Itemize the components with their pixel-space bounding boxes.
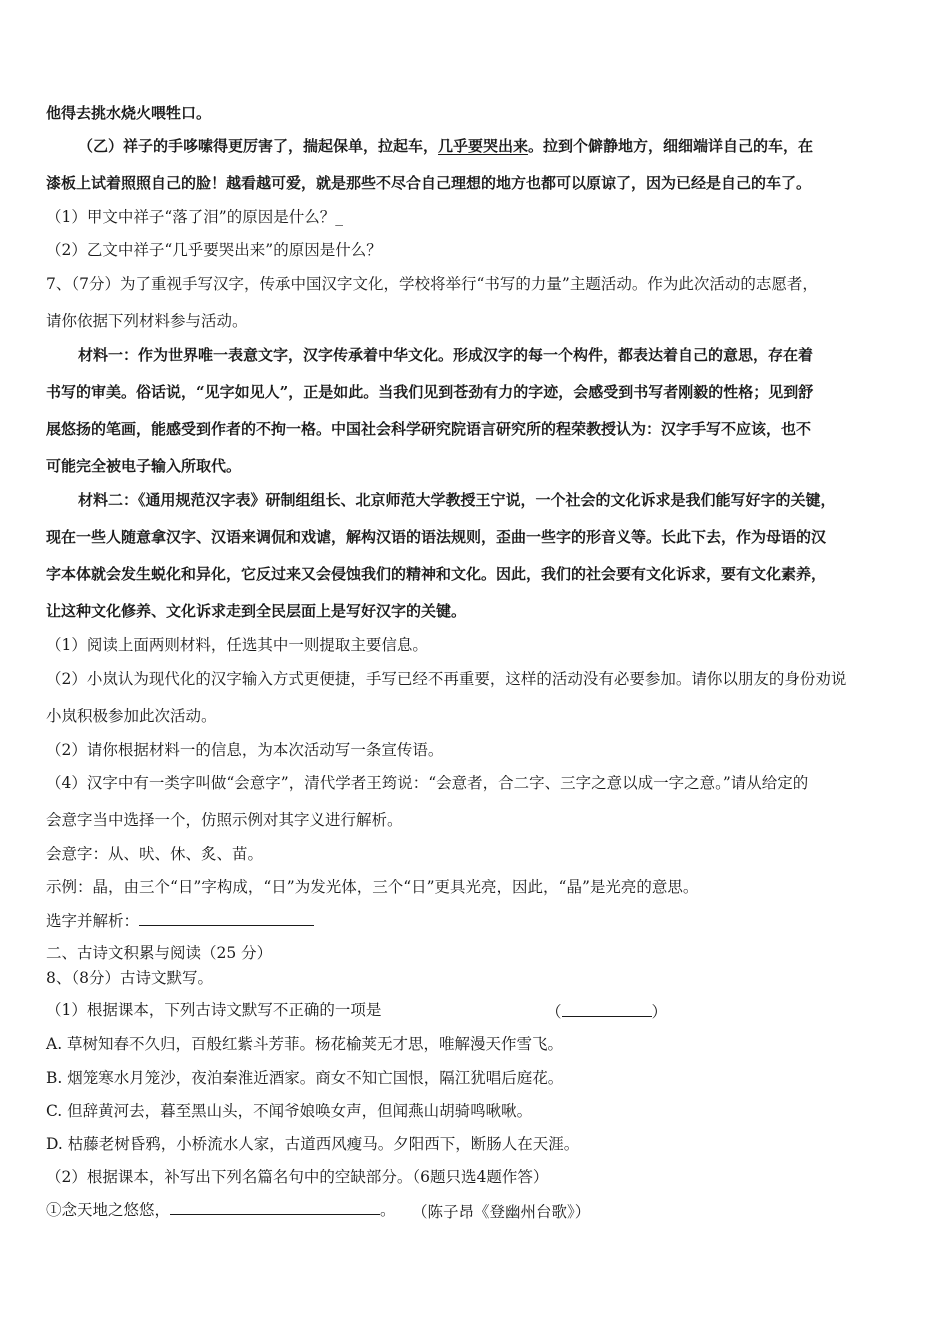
example-text: 示例：晶，由三个“日”字构成，“日”为发光体，三个“日”更具光亮，因此，“晶”是光亮的意思。 bbox=[46, 878, 699, 896]
material-2-line: 让这种文化修养、文化诉求走到全民层面上是写好汉字的关键。 bbox=[46, 602, 467, 620]
question-1: （1）甲文中祥子“落了泪”的原因是什么？_ bbox=[46, 208, 343, 226]
pick-label: 选字并解析： bbox=[46, 912, 140, 930]
material-2-line: 材料二：《通用规范汉字表》研制组组长、北京师范大学教授王宁说，一个社会的文化诉求是我们能写好字的关键， bbox=[78, 491, 836, 509]
material-1-line: 材料一：作为世界唯一表意文字，汉字传承着中华文化。形成汉字的每一个构件，都表达着自己的意思，存在着 bbox=[78, 346, 814, 364]
material-1-line: 可能完全被电子输入所取代。 bbox=[46, 457, 242, 475]
sub-question-4-line-1: （4）汉字中有一类字叫做“会意字”，清代学者王筠说：“会意者，合二字、三字之意以成一字之意。”请从给定的 bbox=[46, 774, 809, 792]
sub-question-1: （1）阅读上面两则材料，任选其中一则提取主要信息。 bbox=[46, 636, 428, 654]
text-segment: 。拉到个僻静地方，细细端详自己的车，在 bbox=[528, 137, 814, 155]
text-line: 他得去挑水烧火喂牲口。 bbox=[46, 104, 212, 122]
answer-blank[interactable] bbox=[170, 1200, 380, 1215]
sub-question-4-line-2: 会意字当中选择一个，仿照示例对其字义进行解析。 bbox=[46, 811, 403, 829]
answer-parentheses bbox=[546, 1000, 667, 1022]
question-7-line-2: 请你依据下列材料参与活动。 bbox=[46, 312, 248, 330]
material-1-line: 展悠扬的笔画，能感受到作者的不拘一格。中国社会科学研究院语言研究所的程荣教授认为：汉字手写不应该，也不 bbox=[46, 420, 812, 438]
option-d: D. 枯藤老树昏鸦，小桥流水人家，古道西风瘦马。夕阳西下，断肠人在天涯。 bbox=[46, 1135, 580, 1153]
sub-question-2-line-1: （2）小岚认为现代化的汉字输入方式更便捷，手写已经不再重要，这样的活动没有必要参加。请你以朋友的身份劝说 bbox=[46, 670, 847, 688]
fill-line-1 bbox=[46, 1200, 396, 1220]
question-7-line-1: 7、（7分）为了重视手写汉字，传承中国汉字文化，学校将举行“书写的力量”主题活动。作为此次活动的志愿者， bbox=[46, 275, 818, 293]
sub-question-3: （2）请你根据材料一的信息，为本次活动写一条宣传语。 bbox=[46, 741, 444, 759]
section-heading: 二、古诗文积累与阅读（25 分） bbox=[46, 944, 273, 962]
material-2-line: 字本体就会发生蜕化和异化，它反过来又会侵蚀我们的精神和文化。因此，我们的社会要有文化诉求，要有文化素养， bbox=[46, 565, 827, 583]
text-line bbox=[78, 136, 813, 156]
sub-question-2-line-2: 小岚积极参加此次活动。 bbox=[46, 707, 217, 725]
option-c: C. 但辞黄河去，暮至黑山头，不闻爷娘唤女声，但闻燕山胡骑鸣啾啾。 bbox=[46, 1102, 533, 1120]
paren-left: （ bbox=[546, 1003, 562, 1021]
question-2: （2）乙文中祥子“几乎要哭出来”的原因是什么？ bbox=[46, 241, 382, 259]
question-8-2: （2）根据课本，补写出下列名篇名句中的空缺部分。（6题只选4题作答） bbox=[46, 1168, 549, 1186]
paren-right: ） bbox=[651, 1003, 668, 1021]
underlined-phrase: 几乎要哭出来 bbox=[438, 137, 529, 155]
material-2-line: 现在一些人随意拿汉字、汉语来调侃和戏谑，解构汉语的语法规则，歪曲一些字的形音义等。长此下去，作为母语的汉 bbox=[46, 528, 827, 546]
question-8: 8、（8分）古诗文默写。 bbox=[46, 969, 213, 987]
fill-end: 。 bbox=[380, 1201, 396, 1219]
option-a: A. 草树知春不久归，百般红紫斗芳菲。杨花榆荚无才思，唯解漫天作雪飞。 bbox=[46, 1035, 564, 1053]
pick-line bbox=[46, 911, 314, 931]
fill-prompt: ①念天地之悠悠， bbox=[46, 1201, 171, 1219]
material-1-line: 书写的审美。俗话说，“见字如见人”，正是如此。当我们见到苍劲有力的字迹，会感受到书写者刚毅的性格；见到舒 bbox=[46, 383, 814, 401]
poem-source: （陈子昂《登幽州台歌》） bbox=[412, 1203, 591, 1221]
answer-blank[interactable] bbox=[562, 1002, 652, 1017]
answer-blank[interactable] bbox=[139, 911, 314, 926]
text-line: 漆板上试着照照自己的脸！越看越可爱，就是那些不尽合自己理想的地方也都可以原谅了，因为已经是自己的车了。 bbox=[46, 174, 812, 192]
question-8-1: （1）根据课本，下列古诗文默写不正确的一项是 bbox=[46, 1001, 382, 1019]
option-b: B. 烟笼寒水月笼沙，夜泊秦淮近酒家。商女不知亡国恨，隔江犹唱后庭花。 bbox=[46, 1069, 564, 1087]
huiyi-characters: 会意字：从、吠、休、炙、苗。 bbox=[46, 845, 264, 863]
text-segment: （乙）祥子的手哆嗦得更厉害了，揣起保单，拉起车， bbox=[78, 137, 439, 155]
